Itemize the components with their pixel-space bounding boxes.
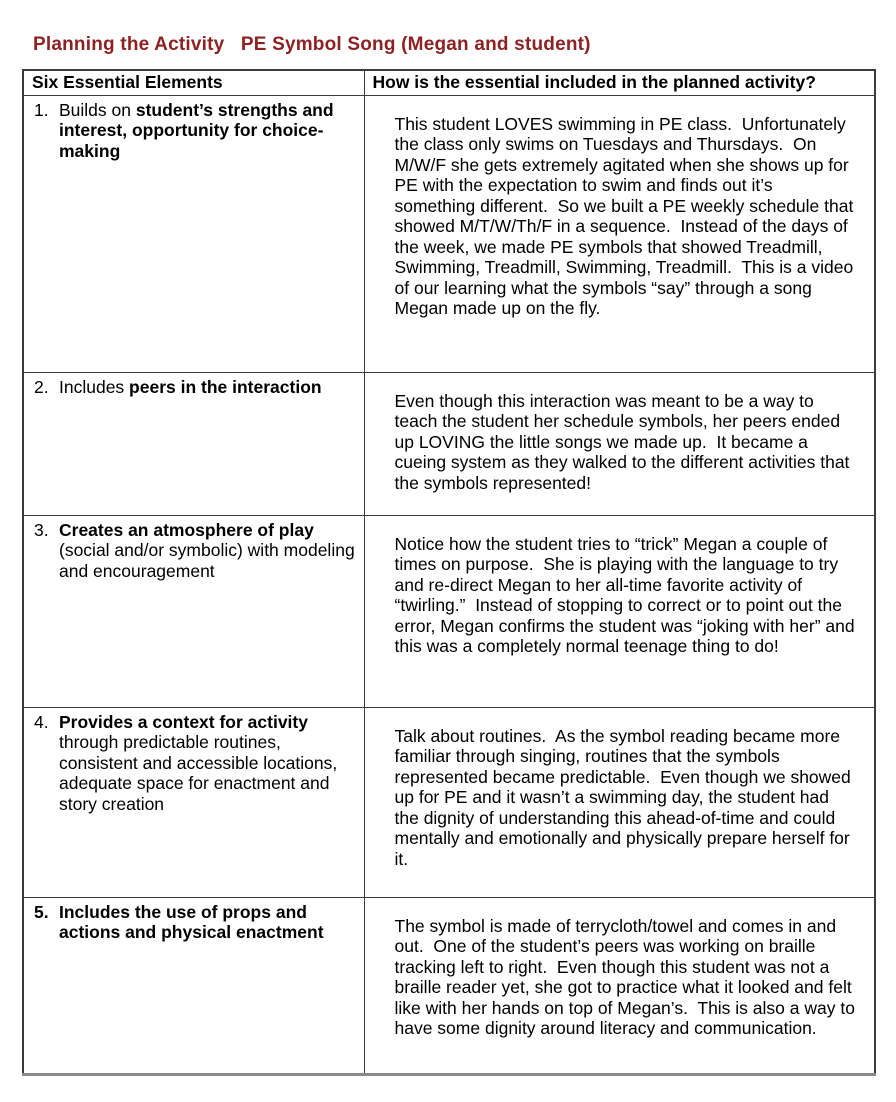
description-text: This student LOVES swimming in PE class. Unfortunately the class only swims on Tuesdays and Thursdays. On M/W/F she gets extremely agitated when she shows up for PE with the expectation to swim and finds out it’s something different. So we built a PE weekly schedule that showed M/T/W/Th/F in a sequence. Instead of the days of the week, we made PE symbols that showed Treadmill, Swimming, Treadmill, Swimming, Treadmill. This is a video of our learning what the symbols “say” through a song Megan made up on the fly. (394, 113, 859, 318)
column-header-how-included: How is the essential included in the planned activity? (364, 70, 875, 95)
element-cell (23, 372, 364, 515)
element-item (34, 712, 358, 815)
element-item (34, 377, 358, 398)
description-cell (364, 372, 875, 515)
element-number: 1. (34, 99, 49, 120)
description-text: The symbol is made of terrycloth/towel and comes in and out. One of the student’s peers was working on braille tracking left to right. Even though this student was not a braille reader yet, she got to practice what it looked and felt like with her hands on top of Megan’s. This is also a way to have some dignity around literacy and communication. (394, 915, 860, 1038)
description-cell (364, 95, 875, 372)
table-row (23, 372, 875, 515)
element-cell (23, 897, 364, 1074)
element-text-bold: Provides a context for activity (59, 711, 308, 732)
description-text: Talk about routines. As the symbol reading became more familiar through singing, routines that the symbols represented became predictable. Even though we showed up for PE and it wasn’t a swimming day, the student had the dignity of understanding this ahead-of-time and could mentally and emotionally and physically prepare herself for it. (394, 725, 856, 869)
element-number: 3. (34, 519, 49, 540)
element-text-bold: peers in the interaction (129, 376, 322, 397)
description-text: Even though this interaction was meant to be a way to teach the student her schedule symbols, her peers ended up LOVING the little songs we made up. It became a cueing system as they walked to the different activities that the symbols represented! (394, 390, 855, 493)
element-text-bold: Creates an atmosphere of play (59, 519, 314, 540)
description-cell (364, 515, 875, 707)
page-title: Planning the Activity PE Symbol Song (Megan and student) (33, 34, 591, 55)
element-item (34, 100, 358, 162)
element-text-regular: Builds on (59, 99, 136, 120)
element-text-regular: Includes (59, 376, 130, 397)
element-text (59, 902, 358, 943)
element-cell (23, 95, 364, 372)
element-number: 4. (34, 711, 49, 732)
element-text (59, 520, 358, 582)
element-text-regular: through predictable routines, consistent and accessible locations, adequate space for enactment and story creation (59, 732, 338, 814)
column-header-elements: Six Essential Elements (23, 70, 364, 95)
description-cell (364, 897, 875, 1074)
element-item (34, 520, 358, 582)
table-row (23, 707, 875, 897)
element-cell (23, 707, 364, 897)
table-row (23, 95, 875, 372)
description-text: Notice how the student tries to “trick” Megan a couple of times on purpose. She is playing with the language to try and re-direct Megan to her all-time favorite activity of “twirling.” Instead of stopping to correct or to point out the error, Megan confirms the student was “joking with her” and this was a completely normal teenage thing to do! (394, 533, 860, 656)
element-text-bold: student’s strengths and interest, opportunity for choice-making (59, 99, 334, 161)
element-cell (23, 515, 364, 707)
element-text (59, 100, 358, 162)
essentials-table (22, 69, 876, 1076)
header-row (23, 70, 875, 95)
table-row (23, 897, 875, 1074)
description-cell (364, 707, 875, 897)
table-row (23, 515, 875, 707)
element-item (34, 902, 358, 943)
element-number: 5. (34, 901, 49, 922)
element-text (59, 377, 358, 398)
element-text (59, 712, 358, 815)
element-number: 2. (34, 376, 49, 397)
element-text-regular: (social and/or symbolic) with modeling and encouragement (59, 540, 355, 581)
element-text-bold: Includes the use of props and actions and physical enactment (59, 901, 324, 942)
